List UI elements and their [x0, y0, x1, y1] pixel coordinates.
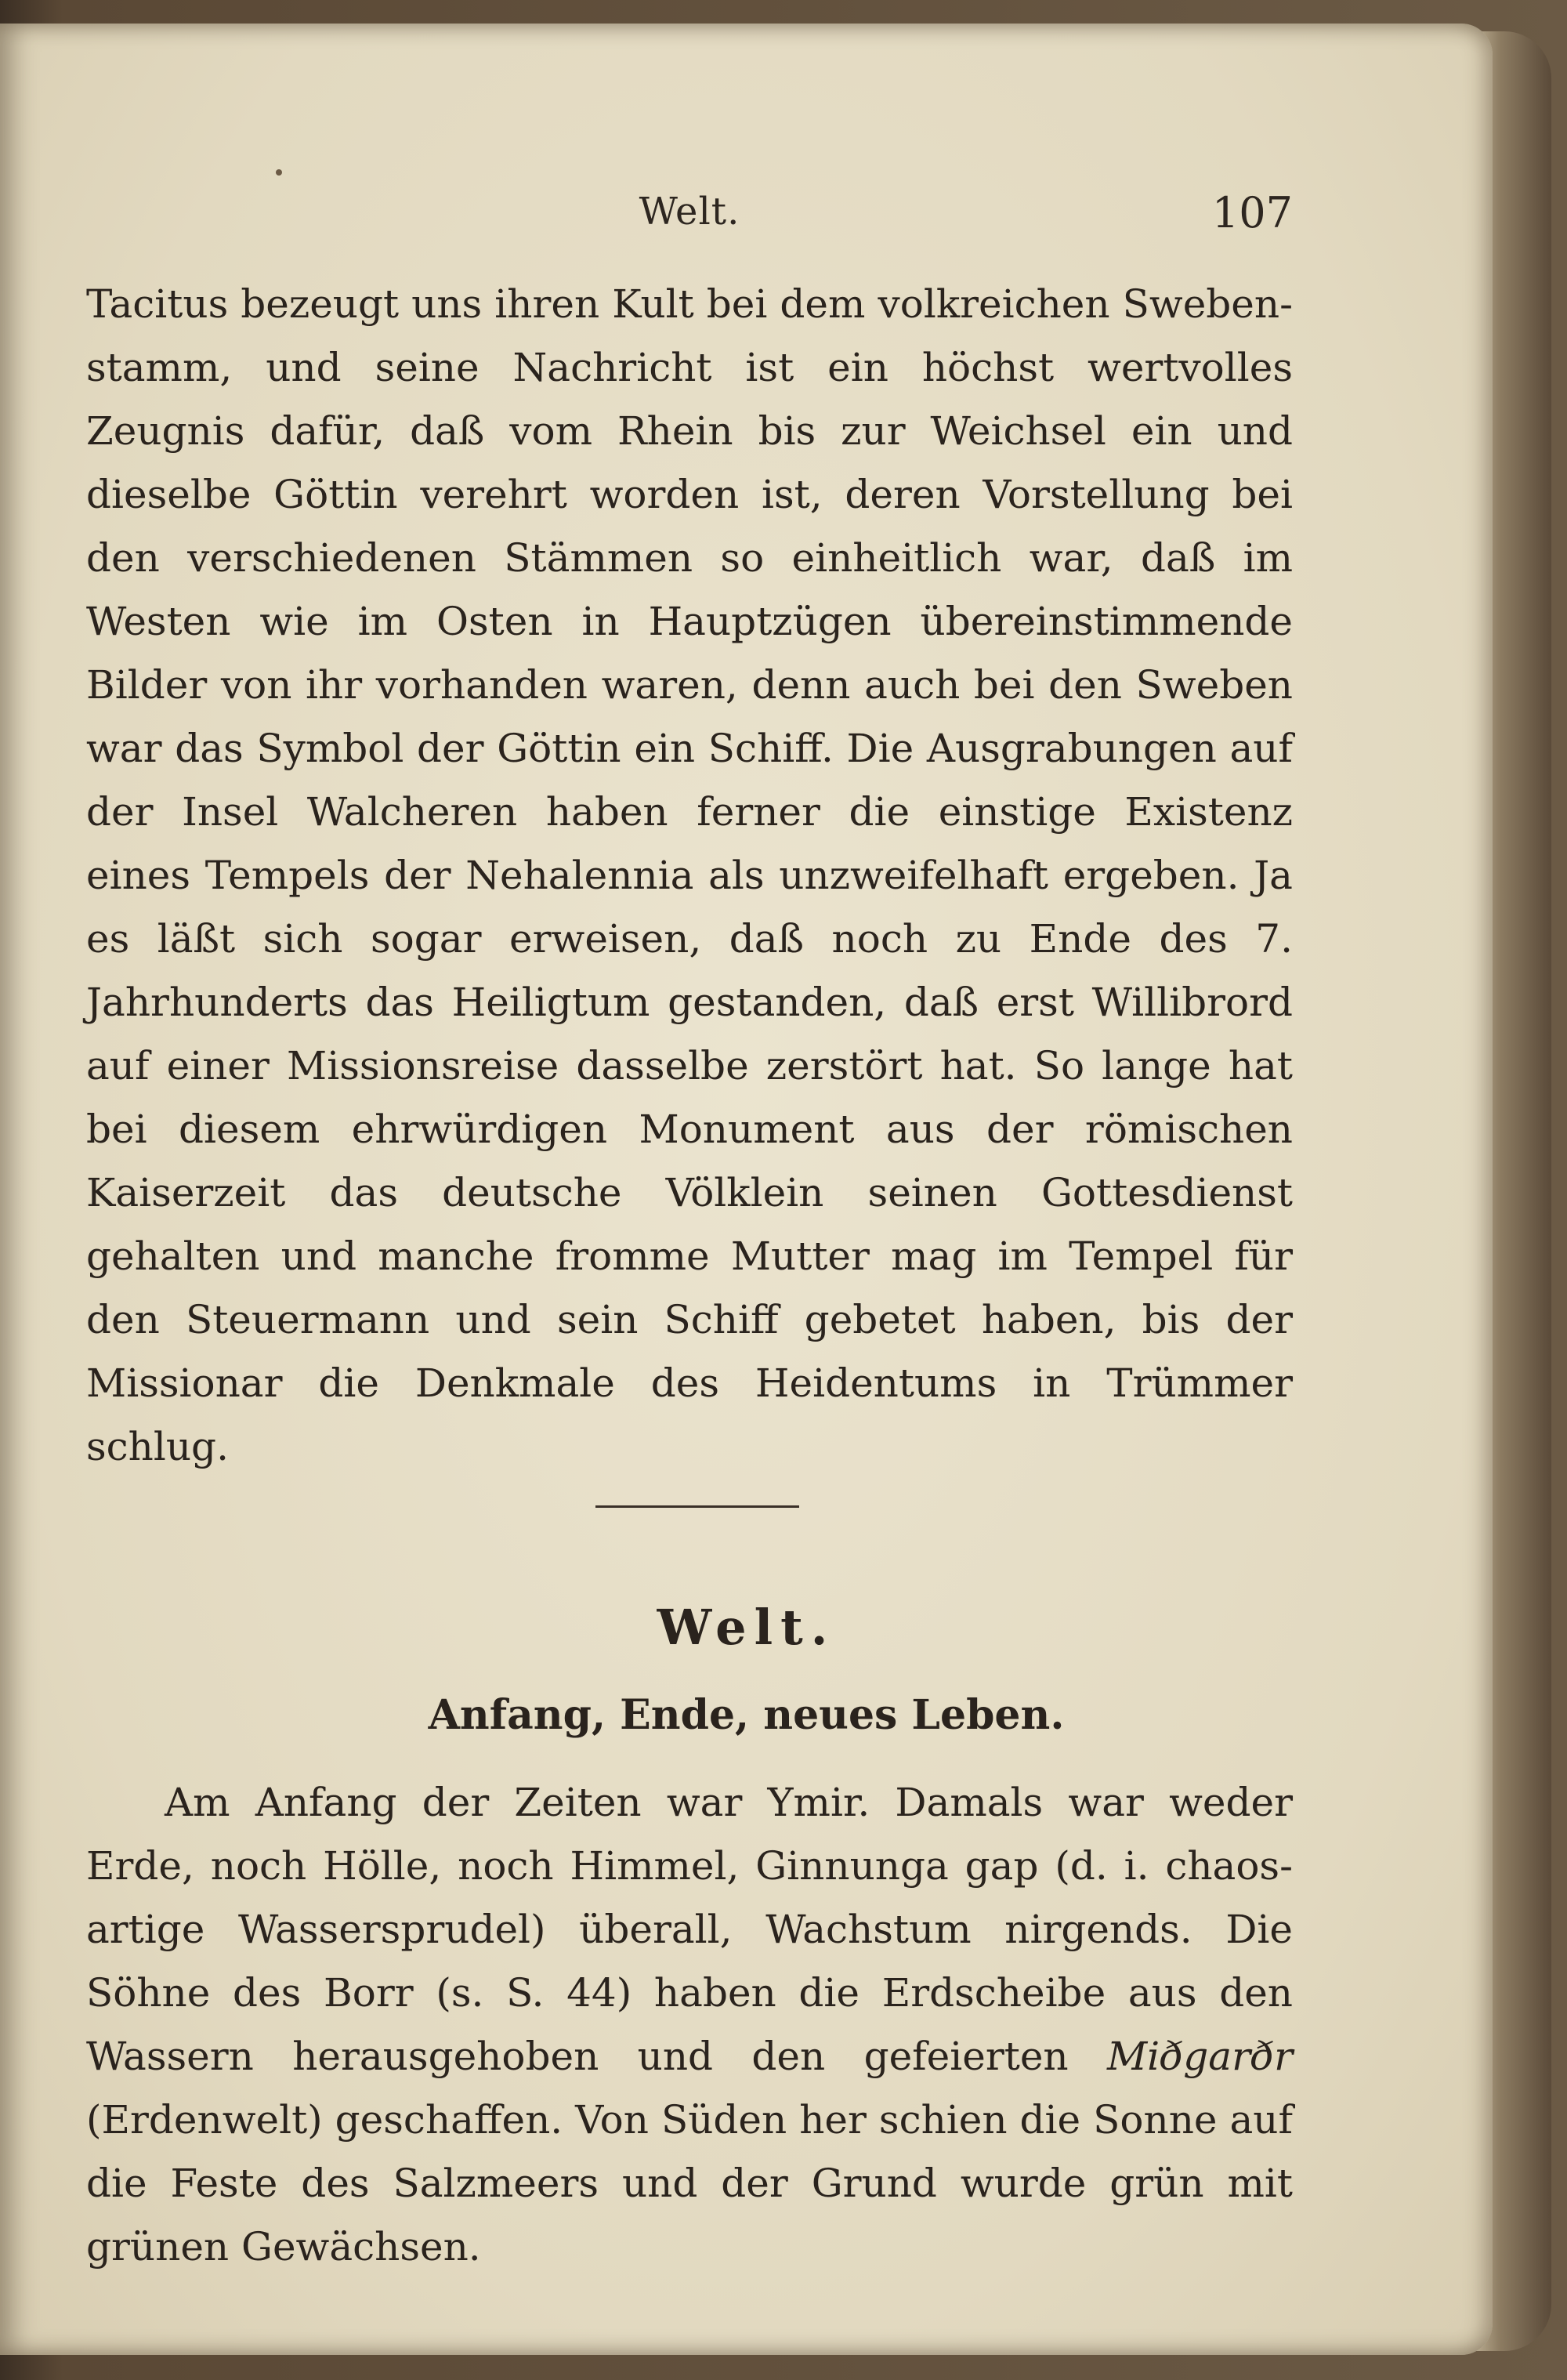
- body-paragraph: Tacitus bezeugt uns ihren Kult bei dem volkreichen Swebenstamm, und seine Nachricht ist ein höchst wertvolles Zeugnis dafür, daß vom Rhein bis zur Weichsel ein und dieselbe Göttin verehrt worden ist, deren Vorstellung bei den verschiedenen Stämmen so einheitlich war, daß im Westen wie im Osten in Hauptzügen übereinstimmende Bilder von ihr vorhanden waren, denn auch bei den Sweben war das Symbol der Göttin ein Schiff. Die Ausgrabungen auf der Insel Walcheren haben ferner die einstige Existenz eines Tempels der Nehalennia als unzweifelhaft ergeben. Ja es läßt sich sogar erweisen, daß noch zu Ende des 7. Jahrhunderts das Heiligtum gestanden, daß erst Willibrord auf einer Missionsreise dasselbe zerstört hat. So lange hat bei diesem ehrwürdigen Monument aus der römischen Kaiserzeit das deutsche Völklein seinen Gottesdienst gehalten und manche fromme Mutter mag im Tempel für den Steuermann und sein Schiff gebetet haben, bis der Missionar die Denkmale des Heidentums in Trümmer schlug.: [86, 281, 1293, 1469]
- section-paragraph: [86, 1771, 1293, 2279]
- section-divider: [595, 1505, 799, 1508]
- section-text-part-1: Am Anfang der Zeiten war Ymir. Damals war weder Erde, noch Hölle, noch Himmel, Ginnunga gap (d. i. chaosartige Wassersprudel) überall, Wachstum nirgends. Die Söhne des Borr (s. S. 44) haben die Erdscheibe aus den Wassern herausgehoben und den gefeierten: [86, 1780, 1293, 2079]
- running-title: Welt.: [639, 190, 740, 234]
- italic-term: Miðgarðr: [1106, 2034, 1293, 2079]
- section-title: Welt.: [657, 1599, 836, 1656]
- book-page: [0, 24, 1493, 2355]
- page-number: 107: [1211, 188, 1293, 237]
- section-text-part-2: (Erdenwelt) geschaffen. Von Süden her schien die Sonne auf die Feste des Salzmeers und der Grund wurde grün mit grünen Gewächsen.: [86, 2097, 1293, 2270]
- page-header: [86, 172, 1293, 243]
- section-subtitle: Anfang, Ende, neues Leben.: [428, 1691, 1065, 1739]
